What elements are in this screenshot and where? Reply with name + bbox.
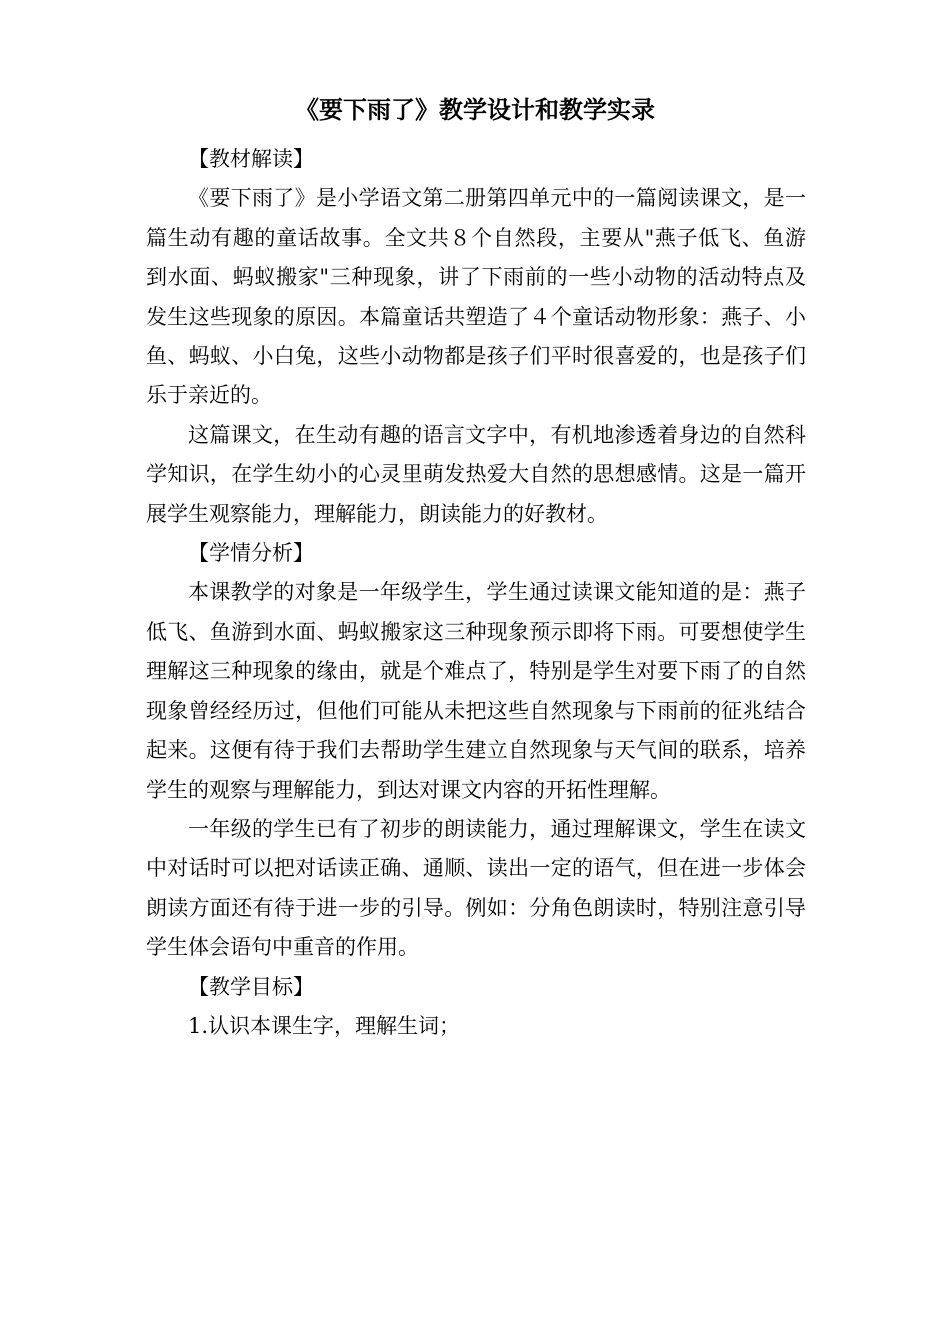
- paragraph-student-reading-ability: 一年级的学生已有了初步的朗读能力，通过理解课文，学生在读文中对话时可以把对话读正确、通顺、读出一定的语气，但在进一步体会朗读方面还有待于进一步的引导。例如：分角色朗读时，特别注意引导学生体会语句中重音的作用。: [146, 816, 806, 960]
- section-heading-teaching-goals: 【教学目标】: [188, 974, 314, 999]
- document-title: 《要下雨了》教学设计和教学实录: [295, 95, 655, 124]
- section-heading-student-analysis: 【学情分析】: [188, 541, 314, 566]
- section-heading-textbook-reading: 【教材解读】: [188, 147, 314, 171]
- document-body: [146, 140, 806, 1046]
- paragraph-student-understanding: 本课教学的对象是一年级学生，学生通过读课文能知道的是：燕子低飞、鱼游到水面、蚂蚁搬家这三种现象预示即将下雨。可要想使学生理解这三种现象的缘由，就是个难点了，特别是学生对要下雨了的自然现象曾经经历过，但他们可能从未把这些自然现象与下雨前的征兆结合起来。这便有待于我们去帮助学生建立自然现象与天气间的联系，培养学生的观察与理解能力，到达对课文内容的开拓性理解。: [146, 580, 806, 802]
- paragraph-textbook-value: 这篇课文，在生动有趣的语言文字中，有机地渗透着身边的自然科学知识，在学生幼小的心灵里萌发热爱大自然的思想感情。这是一篇开展学生观察能力，理解能力，朗读能力的好教材。: [146, 422, 806, 526]
- paragraph-textbook-intro: 《要下雨了》是小学语文第二册第四单元中的一篇阅读课文，是一篇生动有趣的童话故事。全文共８个自然段，主要从"燕子低飞、鱼游到水面、蚂蚁搬家"三种现象，讲了下雨前的一些小动物的活动特点及发生这些现象的原因。本篇童话共塑造了４个童话动物形象：燕子、小鱼、蚂蚁、小白兔，这些小动物都是孩子们平时很喜爱的，也是孩子们乐于亲近的。: [146, 186, 806, 408]
- teaching-goal-item: 1.认识本课生字，理解生词；: [188, 1013, 461, 1038]
